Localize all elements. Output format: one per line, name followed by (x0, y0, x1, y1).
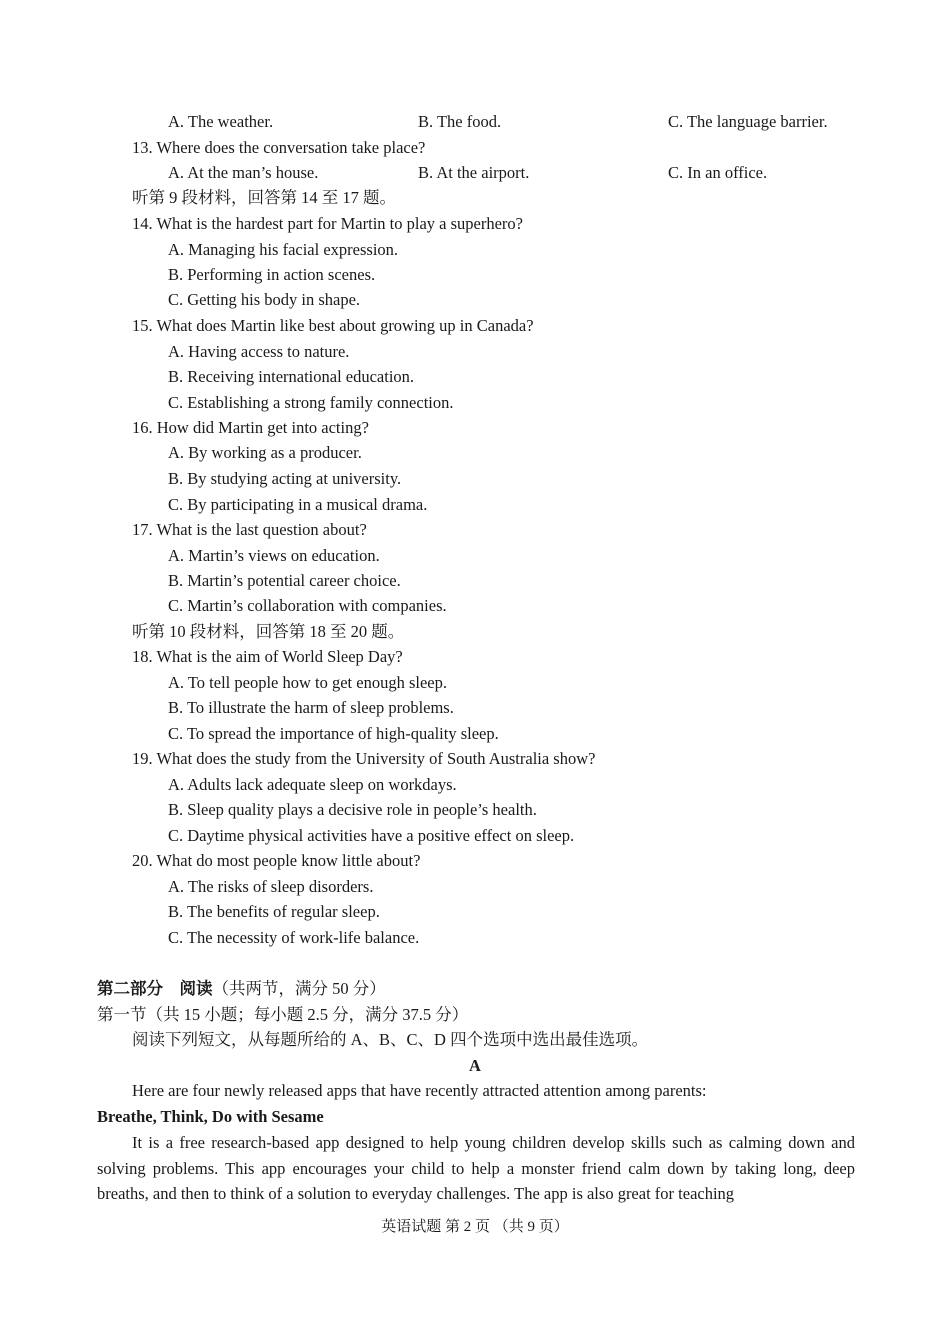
q15-option-c: C. Establishing a strong family connection. (168, 393, 454, 412)
q14-option-b: B. Performing in action scenes. (168, 265, 376, 284)
q16-option-a: A. By working as a producer. (168, 443, 362, 462)
passage-intro: Here are four newly released apps that have recently attracted attention among parents: (132, 1081, 707, 1100)
q12-option-b: B. The food. (418, 112, 502, 131)
q13-question: 13. Where does the conversation take place? (132, 138, 426, 157)
part2-heading (97, 979, 386, 999)
q16-option-b: B. By studying acting at university. (168, 469, 402, 488)
q19-option-a: A. Adults lack adequate sleep on workdays. (168, 775, 457, 794)
reading-directions: 阅读下列短文，从每题所给的 A、B、C、D 四个选项中选出最佳选项。 (132, 1030, 649, 1049)
instruction-section-9: 听第 9 段材料，回答第 14 至 17 题。 (132, 188, 396, 207)
q17-option-c: C. Martin’s collaboration with companies. (168, 596, 447, 615)
q15-question: 15. What does Martin like best about growing up in Canada? (132, 316, 534, 335)
app-description: It is a free research-based app designed to help young children develop skills such as calming down and solving problems. This app encourages your child to help a monster friend calm down by taking long, deep breaths, and then to think of a solution to everyday challenges. The app is also great for teaching (97, 1133, 855, 1203)
section1-heading: 第一节（共 15 小题；每小题 2.5 分，满分 37.5 分） (97, 1005, 469, 1024)
q14-question: 14. What is the hardest part for Martin to play a superhero? (132, 214, 523, 233)
q16-question: 16. How did Martin get into acting? (132, 418, 369, 437)
q19-option-b: B. Sleep quality plays a decisive role in people’s health. (168, 800, 537, 819)
q18-question: 18. What is the aim of World Sleep Day? (132, 647, 403, 666)
q19-option-c: C. Daytime physical activities have a positive effect on sleep. (168, 826, 575, 845)
q17-question: 17. What is the last question about? (132, 520, 367, 539)
q15-option-a: A. Having access to nature. (168, 342, 350, 361)
q18-option-b: B. To illustrate the harm of sleep problems. (168, 698, 454, 717)
q13-option-b: B. At the airport. (418, 163, 530, 182)
q17-option-a: A. Martin’s views on education. (168, 546, 380, 565)
passage-letter: A (469, 1056, 481, 1075)
q18-option-a: A. To tell people how to get enough sleep. (168, 673, 447, 692)
part2-heading-detail: （共两节，满分 50 分） (212, 979, 386, 998)
q14-option-a: A. Managing his facial expression. (168, 240, 399, 259)
page-footer: 英语试题 第 2 页 （共 9 页） (381, 1219, 569, 1235)
q19-question: 19. What does the study from the University of South Australia show? (132, 749, 596, 768)
q20-option-c: C. The necessity of work-life balance. (168, 928, 420, 947)
q20-option-a: A. The risks of sleep disorders. (168, 877, 374, 896)
q18-option-c: C. To spread the importance of high-quality sleep. (168, 724, 499, 743)
q13-option-a: A. At the man’s house. (168, 163, 319, 182)
q12-option-a: A. The weather. (168, 112, 274, 131)
q13-option-c: C. In an office. (668, 163, 768, 182)
q12-option-c: C. The language barrier. (668, 112, 828, 131)
q14-option-c: C. Getting his body in shape. (168, 290, 361, 309)
q15-option-b: B. Receiving international education. (168, 367, 415, 386)
q17-option-b: B. Martin’s potential career choice. (168, 571, 401, 590)
app-title: Breathe, Think, Do with Sesame (97, 1107, 324, 1126)
q20-option-b: B. The benefits of regular sleep. (168, 902, 380, 921)
q20-question: 20. What do most people know little about? (132, 851, 421, 870)
part2-heading-title: 第二部分 阅读 (97, 979, 213, 998)
instruction-section-10: 听第 10 段材料，回答第 18 至 20 题。 (132, 622, 405, 641)
q16-option-c: C. By participating in a musical drama. (168, 495, 428, 514)
